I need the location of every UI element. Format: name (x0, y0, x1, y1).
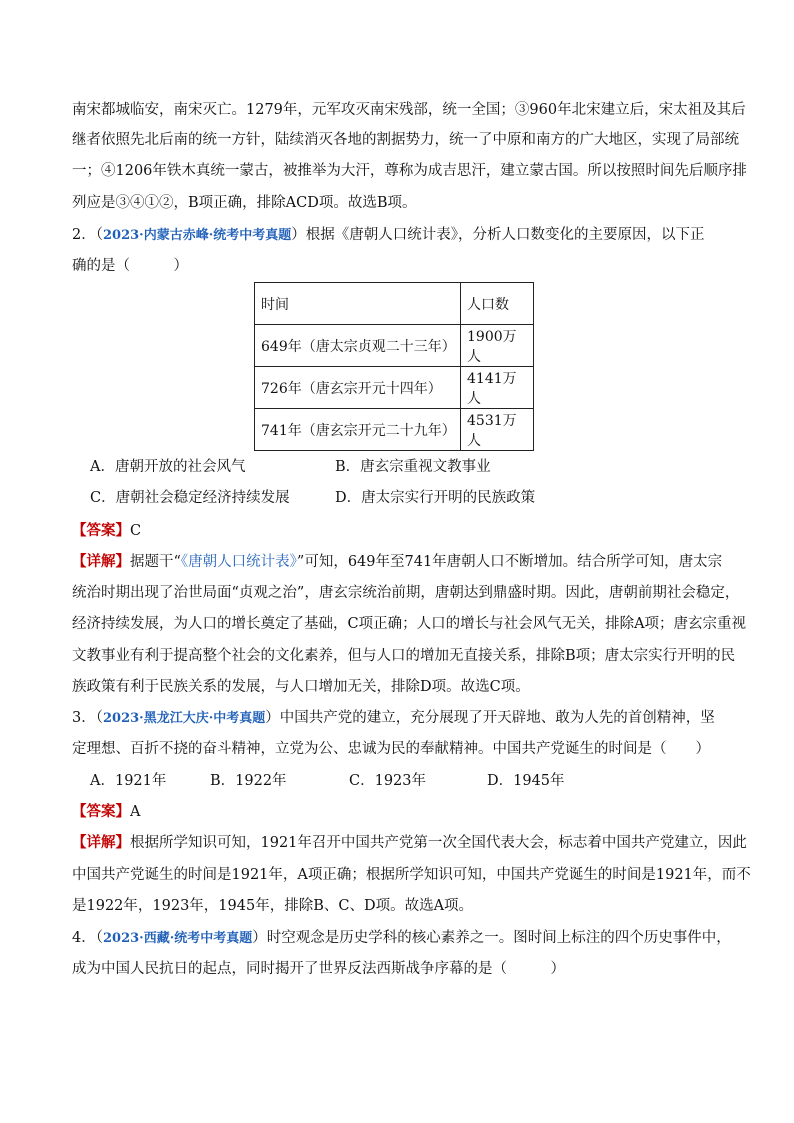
detail-line: 中国共产党诞生的时间是1921年，A项正确；根据所学知识可知，中国共产党诞生的时间是1921年，而不 (72, 867, 751, 883)
table-header-cell: 人口数 (461, 283, 534, 325)
option-d: D．唐太宗实行开明的民族政策 (335, 490, 536, 506)
question-3-stem (72, 708, 715, 729)
table-cell: 649年（唐太宗贞观二十三年） (255, 325, 461, 367)
detail-tag: 【详解】 (72, 553, 130, 570)
detail-line: 是1922年，1923年，1945年，排除B、C、D项。故选A项。 (72, 898, 474, 914)
question-source-close: ） (291, 227, 306, 243)
table-row (255, 367, 534, 409)
question-text: 中国共产党的建立，充分展现了开天辟地、敢为人先的首创精神，坚 (279, 710, 715, 726)
option-b: B．1922年 (210, 773, 287, 789)
question-3-stem-cont: 定理想、百折不挠的奋斗精神，立党为公、忠诚为民的奉献精神。中国共产党诞生的时间是（ ） (72, 741, 710, 757)
detail-line (72, 833, 747, 853)
table-cell: 741年（唐玄宗开元二十九年） (255, 409, 461, 451)
answer-tag: 【答案】 (72, 522, 130, 539)
table-row (255, 409, 534, 451)
option-d: D．1945年 (487, 773, 565, 789)
answer-line (72, 802, 140, 822)
detail-text: 据题干“ (130, 554, 181, 570)
option-b: B．唐玄宗重视文教事业 (335, 459, 491, 475)
table-row (255, 325, 534, 367)
table-cell: 4531万人 (461, 409, 534, 451)
answer-line (72, 521, 141, 541)
question-4-stem-cont: 成为中国人民抗日的起点，同时揭开了世界反法西斯战争序幕的是（ ） (72, 961, 565, 977)
paragraph-line: 列应是③④①②，B项正确，排除ACD项。故选B项。 (72, 195, 417, 211)
question-source-close: ） (252, 930, 267, 946)
detail-highlight: 《唐朝人口统计表》 (180, 554, 297, 570)
question-number: 2．（ (72, 227, 103, 243)
paragraph-line: 继者依照先北后南的统一方针，陆续消灭各地的割据势力，统一了中原和南方的广大地区，实现了局部统 (72, 132, 739, 148)
table-cell: 1900万人 (461, 325, 534, 367)
detail-line: 族政策有利于民族关系的发展，与人口增加无关，排除D项。故选C项。 (72, 679, 530, 695)
question-number: 3．（ (72, 710, 103, 726)
question-text: 时空观念是历史学科的核心素养之一。图时间上标注的四个历史事件中， (266, 930, 731, 946)
question-4-stem (72, 928, 731, 949)
table-cell: 4141万人 (461, 367, 534, 409)
answer-value: C (130, 523, 142, 539)
question-text: 根据《唐朝人口统计表》，分析人口数变化的主要原因，以下正 (305, 227, 705, 243)
table-header-cell: 时间 (255, 283, 461, 325)
answer-tag: 【答案】 (72, 803, 130, 820)
population-table (254, 282, 534, 451)
option-a: A．1921年 (90, 773, 167, 789)
option-c: C．1923年 (349, 773, 426, 789)
detail-line (72, 552, 722, 572)
detail-line: 文教事业有利于提高整个社会的文化素养，但与人口的增加无直接关系，排除B项；唐太宗实行开明的民 (72, 648, 736, 664)
detail-tag: 【详解】 (72, 834, 130, 851)
paragraph-line: 南宋都城临安，南宋灭亡。1279年，元军攻灭南宋残部，统一全国；③960年北宋建立后，宋太祖及其后 (72, 102, 746, 118)
detail-text: 根据所学知识可知，1921年召开中国共产党第一次全国代表大会，标志着中国共产党建立，因此 (130, 835, 747, 851)
table-cell: 726年（唐玄宗开元十四年） (255, 367, 461, 409)
paragraph-line: 一；④1206年铁木真统一蒙古，被推举为大汗，尊称为成吉思汗，建立蒙古国。所以按照时间先后顺序排 (72, 163, 747, 179)
question-source-close: ） (265, 710, 280, 726)
option-c: C．唐朝社会稳定经济持续发展 (90, 490, 290, 506)
question-number: 4．（ (72, 930, 103, 946)
table-header-row (255, 283, 534, 325)
answer-value: A (130, 804, 141, 820)
question-source: 2023·内蒙古赤峰·统考中考真题 (102, 228, 292, 243)
detail-line: 经济持续发展，为人口的增长奠定了基础，C项正确；人口的增长与社会风气无关，排除A项；唐玄宗重视 (72, 616, 747, 632)
detail-line: 统治时期出现了治世局面“贞观之治”，唐玄宗统治前期，唐朝达到鼎盛时期。因此，唐朝前期社会稳定， (72, 585, 740, 601)
question-source: 2023·黑龙江大庆·中考真题 (102, 711, 266, 726)
question-2-stem-cont: 确的是（ ） (72, 258, 188, 274)
option-a: A．唐朝开放的社会风气 (90, 459, 246, 475)
detail-text: ”可知，649年至741年唐朝人口不断增加。结合所学可知，唐太宗 (296, 554, 723, 570)
question-source: 2023·西藏·统考中考真题 (102, 931, 253, 946)
question-2-stem (72, 225, 704, 246)
